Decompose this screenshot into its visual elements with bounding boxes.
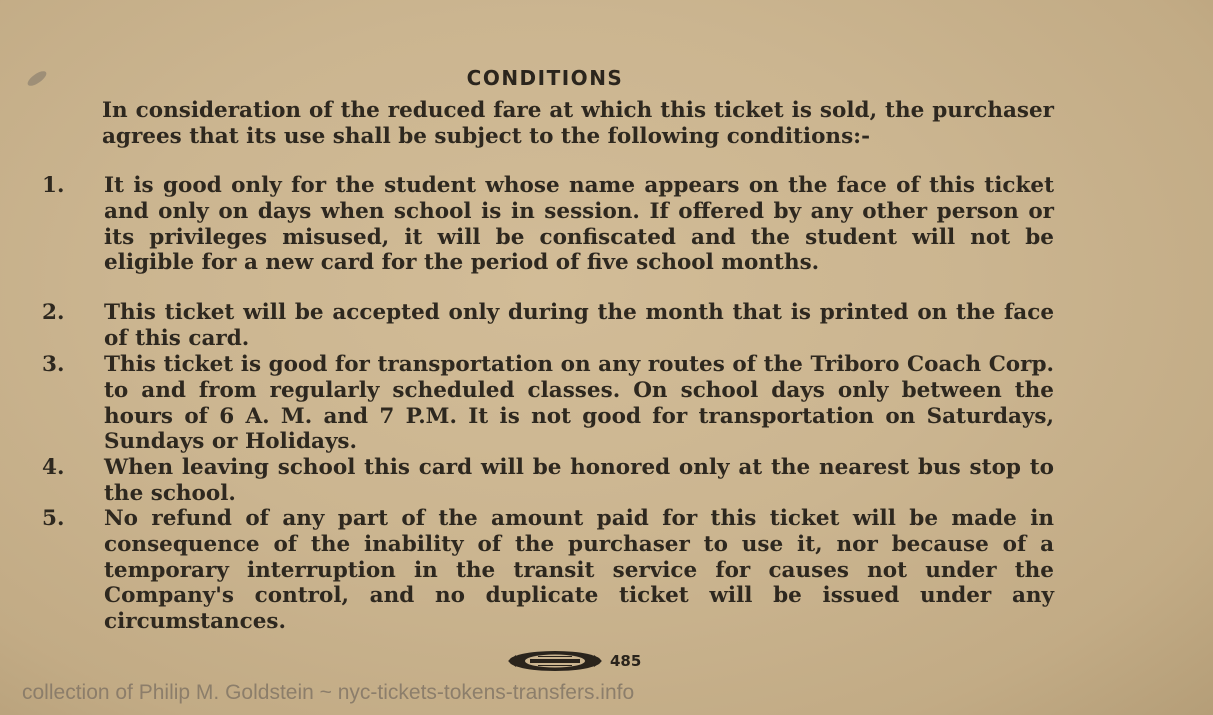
condition-text: This ticket will be accepted only during the month that is printed on the face of this card. xyxy=(104,300,1054,351)
condition-text: No refund of any part of the amount paid for this ticket will be made in consequence of the inability of the purchaser to use it, nor because of a temporary interruption in the transit service for causes not under the Company's control, and no duplicate ticket will be issued under any circumstances. xyxy=(104,506,1054,635)
form-number: 485 xyxy=(610,652,642,670)
conditions-title: CONDITIONS xyxy=(466,66,624,90)
condition-number: 1. xyxy=(42,173,65,198)
union-label-logo-icon xyxy=(506,648,604,674)
condition-number: 5. xyxy=(42,506,65,531)
intro-paragraph xyxy=(42,98,1054,150)
condition-item-5 xyxy=(42,506,1054,635)
condition-item-3 xyxy=(42,352,1054,455)
intro-text: In consideration of the reduced fare at which this ticket is sold, the purchaser agrees that its use shall be subject to the following conditions:- xyxy=(102,98,1054,149)
printer-mark xyxy=(506,648,641,674)
condition-number: 4. xyxy=(42,455,65,480)
collection-watermark: collection of Philip M. Goldstein ~ nyc-tickets-tokens-transfers.info xyxy=(22,681,635,704)
condition-item-2 xyxy=(42,300,1054,352)
condition-number: 3. xyxy=(42,352,65,377)
condition-item-4 xyxy=(42,455,1054,507)
condition-item-1 xyxy=(42,173,1054,276)
condition-text: This ticket is good for transportation on any routes of the Triboro Coach Corp. to and from regularly scheduled classes. On school days only between the hours of 6 A. M. and 7 P.M. It is not good for transportation on Saturdays, Sundays or Holidays. xyxy=(104,352,1054,455)
condition-number: 2. xyxy=(42,300,65,325)
condition-text: It is good only for the student whose name appears on the face of this ticket and only on days when school is in session. If offered by any other person or its privileges misused, it will be confiscated and the student will not be eligible for a new card for the period of five school months. xyxy=(104,173,1054,276)
condition-text: When leaving school this card will be honored only at the nearest bus stop to the school. xyxy=(104,455,1054,506)
